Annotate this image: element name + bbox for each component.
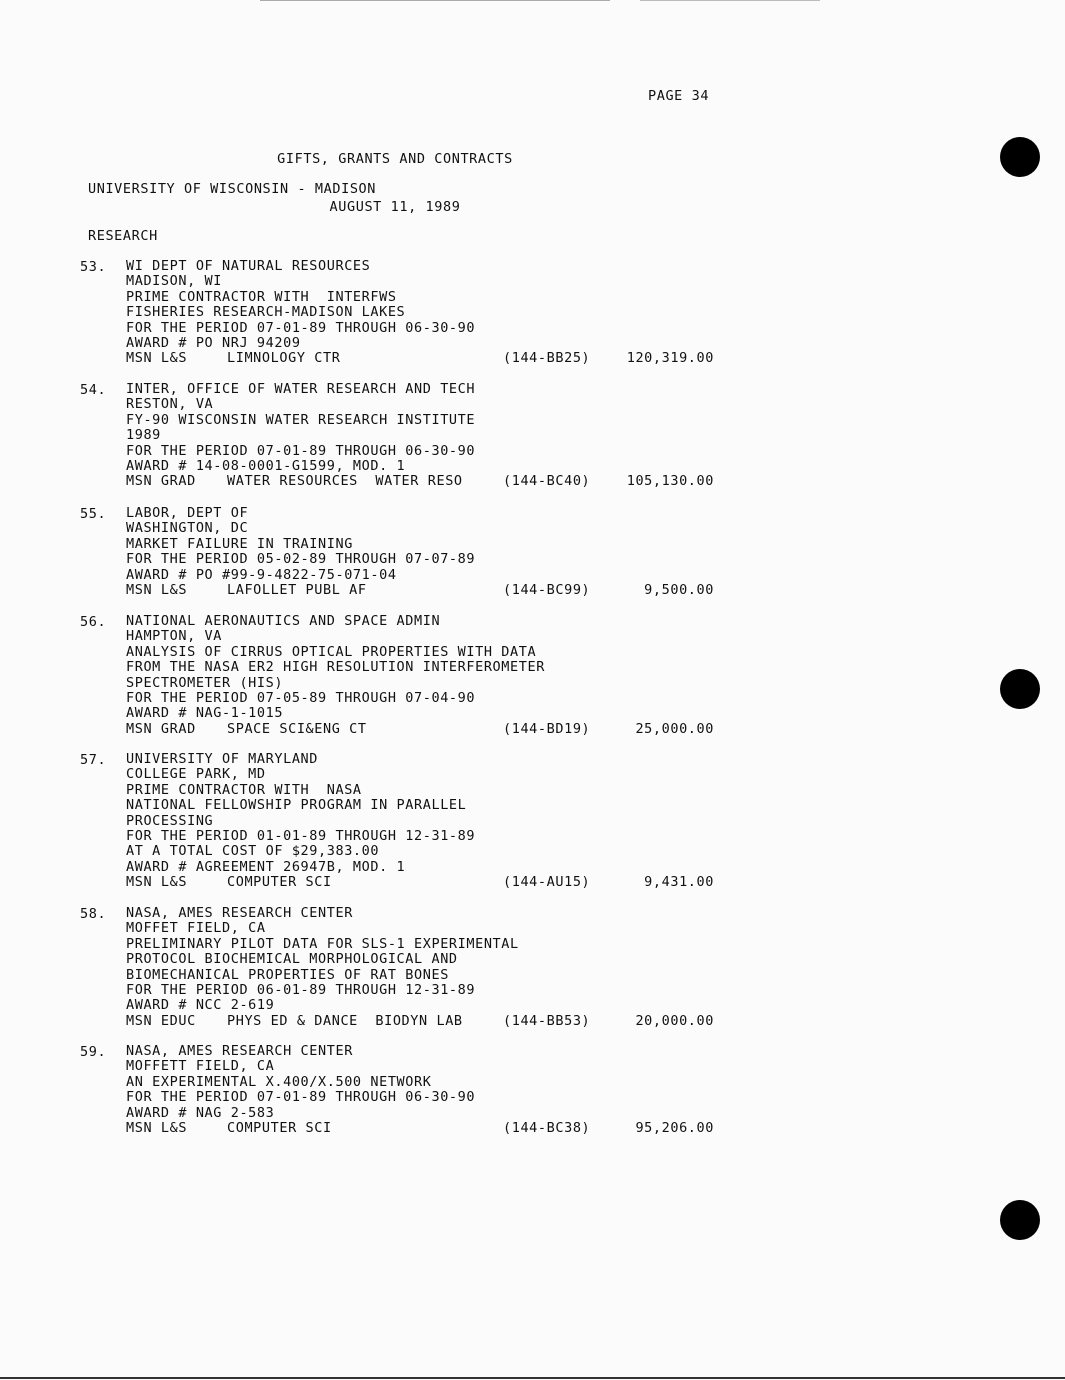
institution-name: UNIVERSITY OF WISCONSIN - MADISON <box>88 181 377 197</box>
entry-department: SPACE SCI&ENG CT <box>227 720 367 737</box>
scan-top-edge <box>260 0 610 1</box>
entry-line: AWARD # AGREEMENT 26947B, MOD. 1 <box>126 858 406 875</box>
entry-amount: 105,130.00 <box>626 473 714 490</box>
entry-line: AWARD # NCC 2-619 <box>126 997 275 1014</box>
entry-number: 53. <box>80 259 107 275</box>
entry-line: RESTON, VA <box>126 396 214 413</box>
entry-campus-unit <box>126 473 463 490</box>
entry-line: BIOMECHANICAL PROPERTIES OF RAT BONES <box>126 966 449 983</box>
entry-line: AWARD # 14-08-0001-G1599, MOD. 1 <box>126 457 406 474</box>
entry-line: ANALYSIS OF CIRRUS OPTICAL PROPERTIES WITH DATA <box>126 643 537 660</box>
entry-line: FOR THE PERIOD 07-01-89 THROUGH 06-30-90 <box>126 319 476 336</box>
entry-department: PHYS ED & DANCE BIODYN LAB <box>227 1012 463 1029</box>
entry-amount: 9,500.00 <box>644 582 714 598</box>
entry-account-code: (144-BB25) <box>503 350 591 367</box>
entry-line: PROCESSING <box>126 812 214 829</box>
entry-number: 58. <box>80 906 107 922</box>
entry-department: COMPUTER SCI <box>227 874 332 891</box>
entry-number: 55. <box>80 506 107 522</box>
entry-campus-unit <box>126 350 341 367</box>
entry-amount: 9,431.00 <box>644 874 714 891</box>
scan-bottom-edge <box>0 1377 1065 1379</box>
entry-line: FOR THE PERIOD 07-05-89 THROUGH 07-04-90 <box>126 689 476 706</box>
entry-number: 56. <box>80 614 107 630</box>
entry-number: 59. <box>80 1044 107 1060</box>
entry-account-code: (144-BD19) <box>503 720 591 737</box>
entry-line: MOFFETT FIELD, CA <box>126 1058 275 1075</box>
entry-line: NASA, AMES RESEARCH CENTER <box>126 1043 353 1059</box>
entry-description <box>126 1044 475 1121</box>
entry-line: FROM THE NASA ER2 HIGH RESOLUTION INTERFEROMETER <box>126 659 545 676</box>
entry-line: AT A TOTAL COST OF $29,383.00 <box>126 843 380 860</box>
entry-account-code: (144-BB53) <box>503 1012 591 1029</box>
entry-description <box>126 614 545 722</box>
entry-school: MSN L&S <box>126 350 188 367</box>
entry-department: COMPUTER SCI <box>227 1120 332 1136</box>
entry-line: NATIONAL FELLOWSHIP PROGRAM IN PARALLEL <box>126 797 467 814</box>
entry-line: 1989 <box>126 427 161 444</box>
entry-campus-unit <box>126 582 367 598</box>
entry-line: FOR THE PERIOD 07-01-89 THROUGH 06-30-90 <box>126 442 476 459</box>
entry-account-code: (144-BC40) <box>503 473 591 490</box>
entry-line: HAMPTON, VA <box>126 628 223 645</box>
entry-campus-unit <box>126 874 332 891</box>
entry-line: PROTOCOL BIOCHEMICAL MORPHOLOGICAL AND <box>126 951 458 968</box>
entry-description <box>126 752 475 875</box>
entry-amount: 20,000.00 <box>635 1012 714 1029</box>
entry-campus-unit <box>126 720 367 737</box>
entry-school: MSN EDUC <box>126 1012 196 1029</box>
entry-line: MARKET FAILURE IN TRAINING <box>126 535 353 552</box>
entry-line: UNIVERSITY OF MARYLAND <box>126 751 319 767</box>
entry-description <box>126 906 519 1014</box>
entry-campus-unit <box>126 1120 332 1136</box>
entry-line: FISHERIES RESEARCH-MADISON LAKES <box>126 304 406 321</box>
scan-top-edge-right <box>640 0 820 1</box>
entry-line: INTER, OFFICE OF WATER RESEARCH AND TECH <box>126 381 476 397</box>
entry-department: WATER RESOURCES WATER RESO <box>227 473 463 490</box>
entry-line: FOR THE PERIOD 01-01-89 THROUGH 12-31-89 <box>126 827 476 844</box>
entry-line: NASA, AMES RESEARCH CENTER <box>126 905 353 921</box>
entry-line: FOR THE PERIOD 06-01-89 THROUGH 12-31-89 <box>126 981 476 998</box>
entry-description <box>126 259 475 351</box>
entry-line: AN EXPERIMENTAL X.400/X.500 NETWORK <box>126 1073 432 1090</box>
report-title: GIFTS, GRANTS AND CONTRACTS <box>277 151 513 167</box>
entry-line: FOR THE PERIOD 07-01-89 THROUGH 06-30-90 <box>126 1089 476 1106</box>
entry-line: FOR THE PERIOD 05-02-89 THROUGH 07-07-89 <box>126 551 476 568</box>
entry-line: LABOR, DEPT OF <box>126 505 249 521</box>
entry-line: MADISON, WI <box>126 273 223 290</box>
entry-description <box>126 382 475 474</box>
entry-line: COLLEGE PARK, MD <box>126 766 266 783</box>
entry-line: AWARD # PO #99-9-4822-75-071-04 <box>126 566 397 583</box>
entry-department: LAFOLLET PUBL AF <box>227 582 367 598</box>
entry-line: AWARD # NAG 2-583 <box>126 1104 275 1121</box>
punch-hole-top <box>1000 137 1040 177</box>
entry-line: NATIONAL AERONAUTICS AND SPACE ADMIN <box>126 613 441 629</box>
report-date: AUGUST 11, 1989 <box>329 199 461 215</box>
entry-line: PRELIMINARY PILOT DATA FOR SLS-1 EXPERIMENTAL <box>126 935 519 952</box>
entry-school: MSN L&S <box>126 582 188 598</box>
entry-line: SPECTROMETER (HIS) <box>126 674 284 691</box>
entry-amount: 25,000.00 <box>635 720 714 737</box>
entry-line: AWARD # PO NRJ 94209 <box>126 334 301 351</box>
entry-department: LIMNOLOGY CTR <box>227 350 341 367</box>
entry-description <box>126 506 475 583</box>
entry-line: WASHINGTON, DC <box>126 520 249 537</box>
entry-number: 54. <box>80 382 107 398</box>
report-title-block <box>0 119 790 231</box>
entry-amount: 120,319.00 <box>626 350 714 367</box>
entry-line: PRIME CONTRACTOR WITH INTERFWS <box>126 288 397 305</box>
entry-line: WI DEPT OF NATURAL RESOURCES <box>126 258 371 274</box>
entry-line: MOFFET FIELD, CA <box>126 920 266 937</box>
entry-account-code: (144-BC99) <box>503 582 591 598</box>
entry-account-code: (144-AU15) <box>503 874 591 891</box>
entry-account-code: (144-BC38) <box>503 1120 591 1136</box>
section-heading: RESEARCH <box>88 228 158 244</box>
entry-school: MSN L&S <box>126 874 188 891</box>
entry-school: MSN GRAD <box>126 720 196 737</box>
entry-school: MSN L&S <box>126 1120 188 1136</box>
entry-number: 57. <box>80 752 107 768</box>
page-number: PAGE 34 <box>648 88 710 104</box>
entry-line: FY-90 WISCONSIN WATER RESEARCH INSTITUTE <box>126 411 476 428</box>
entry-amount: 95,206.00 <box>635 1120 714 1136</box>
entry-line: AWARD # NAG-1-1015 <box>126 705 284 722</box>
entry-school: MSN GRAD <box>126 473 196 490</box>
entry-line: PRIME CONTRACTOR WITH NASA <box>126 781 362 798</box>
entry-campus-unit <box>126 1012 463 1029</box>
punch-hole-middle <box>1000 669 1040 709</box>
punch-hole-bottom <box>1000 1200 1040 1240</box>
